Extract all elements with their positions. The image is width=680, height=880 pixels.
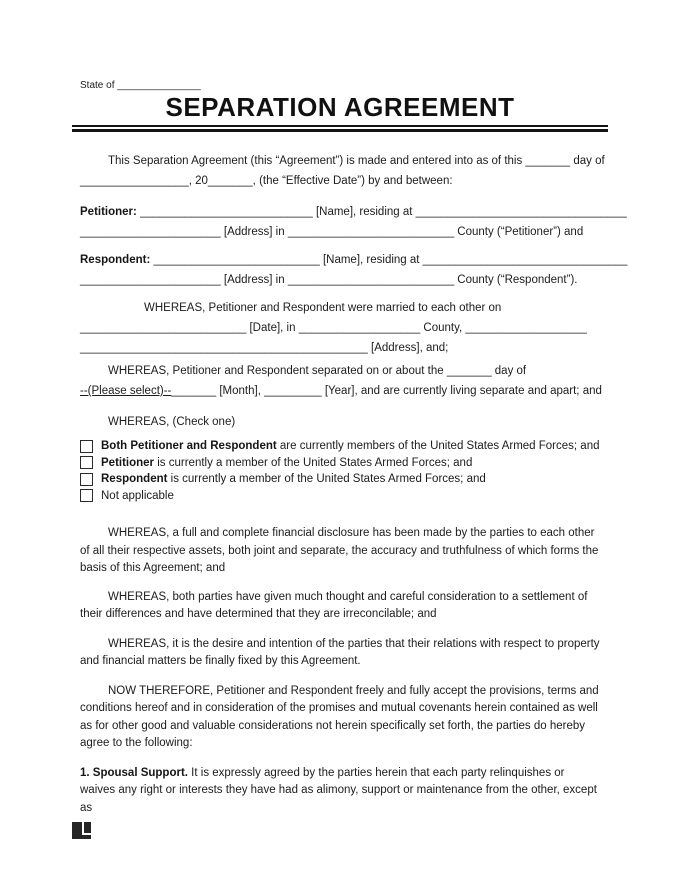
checkbox-label-rest: Not applicable xyxy=(101,489,174,502)
respondent-name-blank: __________________________ [Name], residing at ________________________________ xyxy=(150,254,628,266)
state-of-blank: _______________ xyxy=(117,80,201,91)
state-of-label: State of xyxy=(80,80,118,91)
checkbox-label xyxy=(101,490,174,502)
empty-checkbox-icon[interactable] xyxy=(80,473,93,486)
now-therefore-clause: NOW THEREFORE, Petitioner and Respondent freely and fully accept the provisions, terms and conditions hereof and in consideration of the promises and mutual covenants herein contained as well as for other good and valuable considerations not herein specifically set forth, the parties do hereby agree to the following: xyxy=(80,684,599,749)
checkbox-row-both xyxy=(80,438,600,455)
checkbox-row-respondent xyxy=(80,471,600,488)
title-rule xyxy=(72,125,608,132)
spousal-support-heading: 1. Spousal Support. xyxy=(80,766,188,779)
intro-line-2: _________________, 20_______, (the “Effective Date”) by and between: xyxy=(80,175,453,187)
intro-paragraph xyxy=(80,151,605,191)
whereas-separated-line-1: WHEREAS, Petitioner and Respondent separated on or about the _______ day of xyxy=(108,365,527,377)
checkbox-label xyxy=(101,473,486,485)
whereas-check-one-text: WHEREAS, (Check one) xyxy=(108,416,236,428)
whereas-married-line-3: _____________________________________________ [Address], and; xyxy=(80,342,449,354)
respondent-clause xyxy=(80,250,628,290)
respondent-line-1 xyxy=(80,250,628,270)
whereas-settlement-clause: WHEREAS, both parties have given much thought and careful consideration to a settlement of their differences and have determined that they are irreconcilable; and xyxy=(80,590,588,620)
legal-templates-logo-icon xyxy=(72,821,92,839)
checkbox-row-not-applicable xyxy=(80,488,600,505)
whereas-married-line-1: WHEREAS, Petitioner and Respondent were married to each other on xyxy=(144,302,502,314)
intro-line-1: This Separation Agreement (this “Agreement”) is made and entered into as of this _______ day of xyxy=(108,155,605,167)
respondent-label: Respondent: xyxy=(80,254,151,266)
checkbox-row-petitioner xyxy=(80,455,600,472)
petitioner-line-1 xyxy=(80,202,627,222)
empty-checkbox-icon[interactable] xyxy=(80,489,93,502)
empty-checkbox-icon[interactable] xyxy=(80,456,93,469)
checkbox-label-rest: is currently a member of the United States Armed Forces; and xyxy=(167,473,486,486)
spousal-support-body: It is expressly agreed by the parties herein that each party relinquishes or waives any right or interests they have had as alimony, support or maintenance from the other, except as xyxy=(80,766,597,814)
whereas-check-one-line xyxy=(80,412,600,432)
checkbox-label xyxy=(101,440,599,452)
petitioner-clause xyxy=(80,202,627,242)
checkbox-label xyxy=(101,457,472,469)
respondent-line-2: ______________________ [Address] in __________________________ County (“Respondent”). xyxy=(80,274,578,286)
whereas-desire-clause: WHEREAS, it is the desire and intention of the parties that their relations with respect to property and financial matters be finally fixed by this Agreement. xyxy=(80,637,600,667)
whereas-married-clause xyxy=(80,298,600,358)
whereas-married-line-2: __________________________ [Date], in ___________________ County, ___________________ xyxy=(80,322,587,334)
checkbox-label-bold: Petitioner xyxy=(101,456,155,469)
empty-checkbox-icon[interactable] xyxy=(80,440,93,453)
petitioner-line-2: ______________________ [Address] in __________________________ County (“Petitioner”) and xyxy=(80,226,584,238)
petitioner-label: Petitioner: xyxy=(80,206,137,218)
checkbox-label-rest: are currently members of the United States Armed Forces; and xyxy=(276,440,600,453)
state-of-line xyxy=(80,79,600,92)
whereas-separated-line-2 xyxy=(80,381,600,401)
spousal-support-section xyxy=(80,765,600,818)
checkbox-label-rest: is currently a member of the United States Armed Forces; and xyxy=(154,456,473,469)
petitioner-name-blank: ___________________________ [Name], residing at _________________________________ xyxy=(136,206,627,218)
armed-forces-checkbox-group xyxy=(80,438,600,504)
whereas-separated-clause xyxy=(80,361,600,401)
month-year-blanks: _______ [Month], _________ [Year], and are currently living separate and apart; and xyxy=(171,385,602,397)
checkbox-label-bold: Respondent xyxy=(101,473,168,486)
whereas-financial-clause: WHEREAS, a full and complete financial disclosure has been made by the parties to each other of all their respective assets, both joint and separate, the accuracy and truthfulness of which forms the basis of this Agreement; and xyxy=(80,527,599,574)
page-title: SEPARATION AGREEMENT xyxy=(165,92,515,122)
please-select-dropdown[interactable]: --(Please select)-- xyxy=(80,385,172,397)
checkbox-label-bold: Both Petitioner and Respondent xyxy=(101,440,277,453)
